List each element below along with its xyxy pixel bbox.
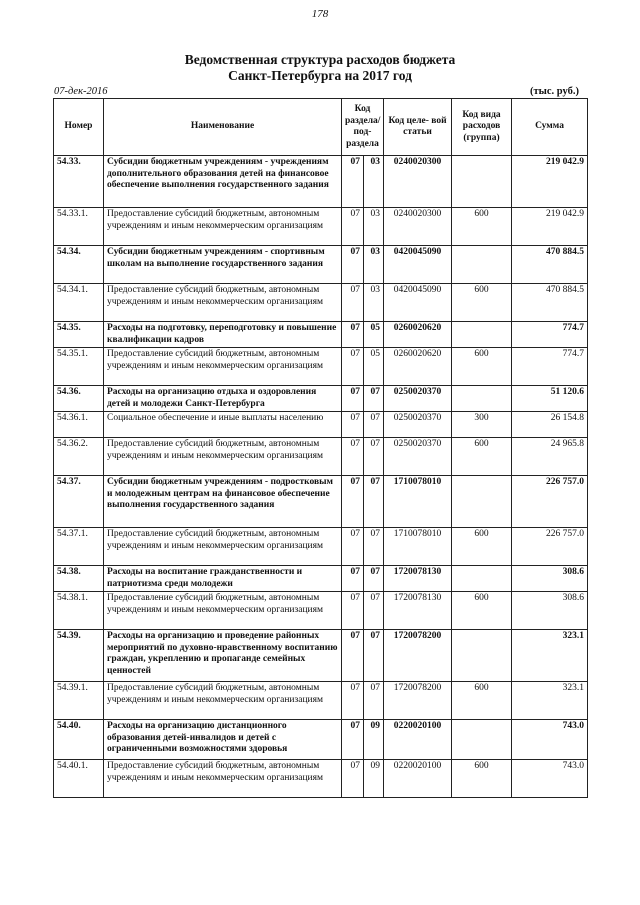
table-row [54,438,588,476]
row-subsection-code: 09 [364,720,384,760]
table-row [54,246,588,284]
row-name: Предоставление субсидий бюджетным, автономным учреждениям и иным некоммерческим организациям [104,438,342,476]
row-target-code: 1720078130 [384,566,452,592]
row-number: 54.38.1. [54,592,104,630]
row-subsection-code: 07 [364,682,384,720]
row-subsection-code: 03 [364,208,384,246]
row-section-code: 07 [342,156,364,208]
header-section-code: Код раздела/ под- раздела [342,99,384,156]
row-section-code: 07 [342,386,364,412]
table-row [54,208,588,246]
row-name: Расходы на организацию и проведение районных мероприятий по духовно-нравственному воспитанию граждан, укреплению и пропаганде семейных ценностей [104,630,342,682]
page-number: 178 [311,8,329,20]
row-expense-type [452,566,512,592]
row-target-code: 0420045090 [384,284,452,322]
table-row [54,720,588,760]
row-subsection-code: 07 [364,592,384,630]
row-section-code: 07 [342,322,364,348]
row-name: Расходы на подготовку, переподготовку и повышение квалификации кадров [104,322,342,348]
row-target-code: 0260020620 [384,322,452,348]
row-section-code: 07 [342,438,364,476]
row-subsection-code: 07 [364,386,384,412]
row-name: Предоставление субсидий бюджетным, автономным учреждениям и иным некоммерческим организациям [104,528,342,566]
row-subsection-code: 07 [364,438,384,476]
row-amount: 743.0 [512,720,588,760]
row-target-code: 0420045090 [384,246,452,284]
table-row [54,386,588,412]
row-subsection-code: 03 [364,156,384,208]
row-name: Субсидии бюджетным учреждениям - подростковым и молодежным центрам на финансовое обеспечение выполнения государственного задания [104,476,342,528]
row-expense-type: 600 [452,760,512,798]
row-subsection-code: 03 [364,246,384,284]
row-name: Предоставление субсидий бюджетным, автономным учреждениям и иным некоммерческим организациям [104,682,342,720]
row-section-code: 07 [342,246,364,284]
document-date: 07-дек-2016 [54,86,108,97]
row-section-code: 07 [342,720,364,760]
row-expense-type: 600 [452,682,512,720]
header-amount: Сумма [512,99,588,156]
row-name: Субсидии бюджетным учреждениям - учреждениям дополнительного образования детей на финансовое обеспечение выполнения государственного задания [104,156,342,208]
row-target-code: 0250020370 [384,386,452,412]
row-expense-type [452,322,512,348]
row-name: Расходы на воспитание гражданственности и патриотизма среди молодежи [104,566,342,592]
row-subsection-code: 05 [364,322,384,348]
row-amount: 219 042.9 [512,208,588,246]
row-amount: 24 965.8 [512,438,588,476]
table-row [54,630,588,682]
row-target-code: 1720078200 [384,630,452,682]
row-amount: 51 120.6 [512,386,588,412]
table-row [54,284,588,322]
document-title [0,52,640,84]
row-name: Предоставление субсидий бюджетным, автономным учреждениям и иным некоммерческим организациям [104,348,342,386]
row-number: 54.37. [54,476,104,528]
row-number: 54.37.1. [54,528,104,566]
row-section-code: 07 [342,284,364,322]
row-target-code: 1720078130 [384,592,452,630]
row-section-code: 07 [342,528,364,566]
row-subsection-code: 07 [364,476,384,528]
table-body [54,156,588,798]
row-number: 54.35. [54,322,104,348]
row-number: 54.33.1. [54,208,104,246]
row-number: 54.36.2. [54,438,104,476]
row-section-code: 07 [342,682,364,720]
row-number: 54.38. [54,566,104,592]
row-name: Предоставление субсидий бюджетным, автономным учреждениям и иным некоммерческим организациям [104,208,342,246]
row-subsection-code: 05 [364,348,384,386]
row-subsection-code: 07 [364,566,384,592]
row-name: Расходы на организацию дистанционного образования детей-инвалидов и детей с ограниченными возможностями здоровья [104,720,342,760]
row-expense-type [452,720,512,760]
row-target-code: 0260020620 [384,348,452,386]
row-expense-type: 600 [452,208,512,246]
row-section-code: 07 [342,630,364,682]
row-expense-type: 600 [452,592,512,630]
row-name: Предоставление субсидий бюджетным, автономным учреждениям и иным некоммерческим организациям [104,592,342,630]
row-subsection-code: 07 [364,412,384,438]
row-expense-type [452,156,512,208]
row-amount: 323.1 [512,682,588,720]
row-name: Предоставление субсидий бюджетным, автономным учреждениям и иным некоммерческим организациям [104,760,342,798]
row-number: 54.33. [54,156,104,208]
row-expense-type: 600 [452,528,512,566]
unit-label: (тыс. руб.) [530,86,579,97]
header-name: Наименование [104,99,342,156]
row-name: Предоставление субсидий бюджетным, автономным учреждениям и иным некоммерческим организациям [104,284,342,322]
title-line-2: Санкт-Петербурга на 2017 год [228,68,412,83]
row-section-code: 07 [342,412,364,438]
row-number: 54.34. [54,246,104,284]
row-subsection-code: 03 [364,284,384,322]
row-amount: 226 757.0 [512,476,588,528]
table-row [54,412,588,438]
row-target-code: 1720078200 [384,682,452,720]
row-number: 54.40. [54,720,104,760]
row-number: 54.35.1. [54,348,104,386]
table-row [54,760,588,798]
row-amount: 470 884.5 [512,284,588,322]
row-section-code: 07 [342,208,364,246]
row-amount: 219 042.9 [512,156,588,208]
title-line-1: Ведомственная структура расходов бюджета [184,52,456,67]
row-amount: 308.6 [512,566,588,592]
row-expense-type [452,246,512,284]
row-amount: 323.1 [512,630,588,682]
row-subsection-code: 09 [364,760,384,798]
row-section-code: 07 [342,592,364,630]
row-target-code: 0220020100 [384,720,452,760]
row-target-code: 0240020300 [384,156,452,208]
budget-table [53,98,588,798]
row-amount: 26 154.8 [512,412,588,438]
row-expense-type: 600 [452,284,512,322]
header-expense-type: Код вида расходов (группа) [452,99,512,156]
row-section-code: 07 [342,566,364,592]
row-amount: 226 757.0 [512,528,588,566]
row-subsection-code: 07 [364,528,384,566]
row-target-code: 0220020100 [384,760,452,798]
row-name: Субсидии бюджетным учреждениям - спортивным школам на выполнение государственного задания [104,246,342,284]
table-row [54,592,588,630]
row-expense-type: 600 [452,438,512,476]
row-section-code: 07 [342,348,364,386]
row-number: 54.34.1. [54,284,104,322]
row-amount: 774.7 [512,348,588,386]
row-number: 54.36.1. [54,412,104,438]
row-amount: 774.7 [512,322,588,348]
row-name: Расходы на организацию отдыха и оздоровления детей и молодежи Санкт-Петербурга [104,386,342,412]
row-expense-type [452,386,512,412]
row-subsection-code: 07 [364,630,384,682]
table-row [54,476,588,528]
row-section-code: 07 [342,476,364,528]
row-number: 54.40.1. [54,760,104,798]
header-target-code: Код целе- вой статьи [384,99,452,156]
row-expense-type: 600 [452,348,512,386]
row-target-code: 0250020370 [384,438,452,476]
row-amount: 743.0 [512,760,588,798]
row-target-code: 0240020300 [384,208,452,246]
table-row [54,322,588,348]
table-row [54,156,588,208]
table-row [54,682,588,720]
row-target-code: 0250020370 [384,412,452,438]
row-target-code: 1710078010 [384,476,452,528]
row-number: 54.39.1. [54,682,104,720]
row-expense-type: 300 [452,412,512,438]
table-header-row [54,99,588,156]
table-row [54,348,588,386]
header-number: Номер [54,99,104,156]
row-expense-type [452,630,512,682]
row-amount: 308.6 [512,592,588,630]
row-name: Социальное обеспечение и иные выплаты населению [104,412,342,438]
row-section-code: 07 [342,760,364,798]
row-number: 54.39. [54,630,104,682]
table-row [54,566,588,592]
row-expense-type [452,476,512,528]
row-number: 54.36. [54,386,104,412]
row-target-code: 1710078010 [384,528,452,566]
table-row [54,528,588,566]
row-amount: 470 884.5 [512,246,588,284]
